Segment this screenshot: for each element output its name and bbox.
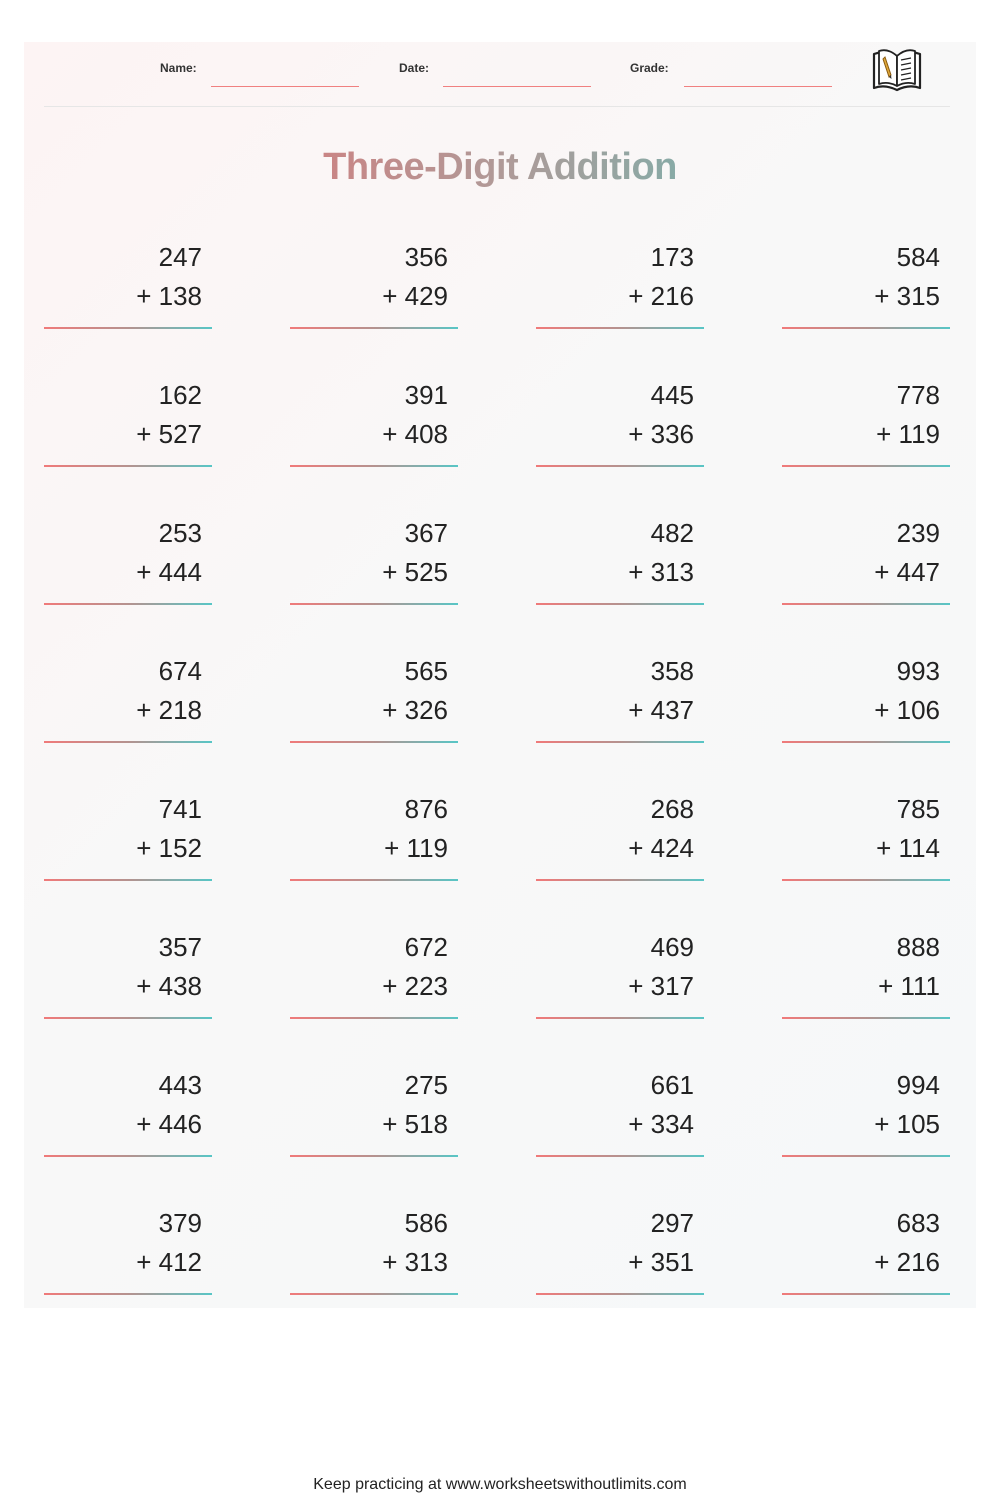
answer-line[interactable]	[44, 741, 212, 743]
answer-line[interactable]	[290, 1155, 458, 1157]
addition-problem	[44, 794, 212, 894]
problem-top-number: 778	[896, 380, 940, 410]
problem-addend: + 518	[382, 1109, 448, 1139]
addition-problem	[782, 1070, 950, 1170]
addition-problem	[44, 656, 212, 756]
problem-top-number: 391	[404, 380, 448, 410]
problem-addend: + 447	[874, 557, 940, 587]
problem-addend: + 525	[382, 557, 448, 587]
answer-line[interactable]	[44, 879, 212, 881]
addition-problem	[536, 242, 704, 342]
answer-line[interactable]	[536, 1017, 704, 1019]
problem-top-number: 356	[404, 242, 448, 272]
answer-line[interactable]	[44, 327, 212, 329]
problem-top-number: 994	[896, 1070, 940, 1100]
problem-top-number: 247	[158, 242, 202, 272]
addition-problem	[536, 1070, 704, 1170]
answer-line[interactable]	[782, 879, 950, 881]
answer-line[interactable]	[290, 1017, 458, 1019]
answer-line[interactable]	[782, 741, 950, 743]
problem-addend: + 429	[382, 281, 448, 311]
addition-problem	[290, 794, 458, 894]
addition-problem	[536, 932, 704, 1032]
problem-addend: + 326	[382, 695, 448, 725]
answer-line[interactable]	[290, 465, 458, 467]
problem-addend: + 446	[136, 1109, 202, 1139]
grade-label: Grade:	[630, 61, 669, 75]
addition-problem	[536, 794, 704, 894]
answer-line[interactable]	[536, 603, 704, 605]
addition-problem	[44, 380, 212, 480]
problem-top-number: 469	[650, 932, 694, 962]
problem-top-number: 672	[404, 932, 448, 962]
problem-addend: + 444	[136, 557, 202, 587]
problem-top-number: 239	[896, 518, 940, 548]
problem-addend: + 315	[874, 281, 940, 311]
worksheet-title-text: Three-Digit Addition	[323, 146, 677, 188]
problem-top-number: 888	[896, 932, 940, 962]
problem-addend: + 216	[628, 281, 694, 311]
problem-top-number: 367	[404, 518, 448, 548]
answer-line[interactable]	[782, 1293, 950, 1295]
problem-top-number: 876	[404, 794, 448, 824]
worksheet	[24, 42, 976, 1308]
problem-addend: + 438	[136, 971, 202, 1001]
answer-line[interactable]	[536, 741, 704, 743]
problem-top-number: 162	[158, 380, 202, 410]
answer-line[interactable]	[782, 327, 950, 329]
answer-line[interactable]	[44, 1293, 212, 1295]
problem-addend: + 408	[382, 419, 448, 449]
problem-addend: + 317	[628, 971, 694, 1001]
addition-problem	[536, 518, 704, 618]
addition-problem	[290, 242, 458, 342]
problem-top-number: 173	[650, 242, 694, 272]
problem-addend: + 412	[136, 1247, 202, 1277]
answer-line[interactable]	[782, 603, 950, 605]
problem-addend: + 313	[628, 557, 694, 587]
footer-text: Keep practicing at www.worksheetswithoutlimits.com	[313, 1476, 687, 1493]
answer-line[interactable]	[536, 327, 704, 329]
problem-addend: + 138	[136, 281, 202, 311]
problem-addend: + 216	[874, 1247, 940, 1277]
problem-addend: + 119	[876, 419, 940, 449]
problem-addend: + 527	[136, 419, 202, 449]
addition-problem	[290, 1070, 458, 1170]
problem-addend: + 106	[874, 695, 940, 725]
answer-line[interactable]	[782, 1017, 950, 1019]
addition-problem	[782, 242, 950, 342]
addition-problem	[44, 1208, 212, 1308]
problem-addend: + 336	[628, 419, 694, 449]
addition-problem	[536, 380, 704, 480]
addition-problem	[290, 932, 458, 1032]
addition-problem	[782, 380, 950, 480]
addition-problem	[782, 794, 950, 894]
addition-problem	[44, 242, 212, 342]
problem-top-number: 586	[404, 1208, 448, 1238]
problem-top-number: 443	[158, 1070, 202, 1100]
problem-addend: + 152	[136, 833, 202, 863]
problem-addend: + 223	[382, 971, 448, 1001]
problem-addend: + 111	[878, 971, 940, 1001]
problem-addend: + 119	[384, 833, 448, 863]
problem-addend: + 313	[382, 1247, 448, 1277]
addition-problem	[44, 932, 212, 1032]
answer-line[interactable]	[44, 465, 212, 467]
problem-top-number: 584	[896, 242, 940, 272]
date-label: Date:	[399, 61, 430, 75]
problem-top-number: 674	[158, 656, 202, 686]
addition-problem	[44, 518, 212, 618]
answer-line[interactable]	[536, 465, 704, 467]
problem-addend: + 114	[876, 833, 940, 863]
problem-top-number: 268	[650, 794, 694, 824]
problem-top-number: 482	[650, 518, 694, 548]
problem-top-number: 358	[650, 656, 694, 686]
problem-top-number: 785	[896, 794, 940, 824]
problem-top-number: 683	[896, 1208, 940, 1238]
answer-line[interactable]	[290, 603, 458, 605]
problem-top-number: 993	[896, 656, 940, 686]
problem-grid	[24, 42, 976, 1308]
addition-problem	[782, 518, 950, 618]
addition-problem	[782, 656, 950, 756]
addition-problem	[44, 1070, 212, 1170]
problem-top-number: 275	[404, 1070, 448, 1100]
addition-problem	[290, 518, 458, 618]
addition-problem	[782, 932, 950, 1032]
answer-line[interactable]	[536, 879, 704, 881]
problem-addend: + 105	[874, 1109, 940, 1139]
problem-top-number: 445	[650, 380, 694, 410]
problem-top-number: 357	[158, 932, 202, 962]
problem-addend: + 334	[628, 1109, 694, 1139]
problem-top-number: 253	[158, 518, 202, 548]
name-label: Name:	[160, 61, 197, 75]
answer-line[interactable]	[290, 327, 458, 329]
answer-line[interactable]	[782, 465, 950, 467]
problem-top-number: 661	[650, 1070, 694, 1100]
problem-addend: + 424	[628, 833, 694, 863]
answer-line[interactable]	[290, 1293, 458, 1295]
problem-top-number: 379	[158, 1208, 202, 1238]
addition-problem	[536, 1208, 704, 1308]
addition-problem	[290, 1208, 458, 1308]
answer-line[interactable]	[44, 1017, 212, 1019]
addition-problem	[290, 656, 458, 756]
problem-top-number: 565	[404, 656, 448, 686]
addition-problem	[536, 656, 704, 756]
answer-line[interactable]	[44, 603, 212, 605]
answer-line[interactable]	[536, 1293, 704, 1295]
answer-line[interactable]	[536, 1155, 704, 1157]
problem-top-number: 297	[650, 1208, 694, 1238]
answer-line[interactable]	[782, 1155, 950, 1157]
answer-line[interactable]	[290, 741, 458, 743]
problem-top-number: 741	[158, 794, 202, 824]
problem-addend: + 218	[136, 695, 202, 725]
problem-addend: + 437	[628, 695, 694, 725]
addition-problem	[290, 380, 458, 480]
addition-problem	[782, 1208, 950, 1308]
problem-addend: + 351	[628, 1247, 694, 1277]
answer-line[interactable]	[290, 879, 458, 881]
answer-line[interactable]	[44, 1155, 212, 1157]
